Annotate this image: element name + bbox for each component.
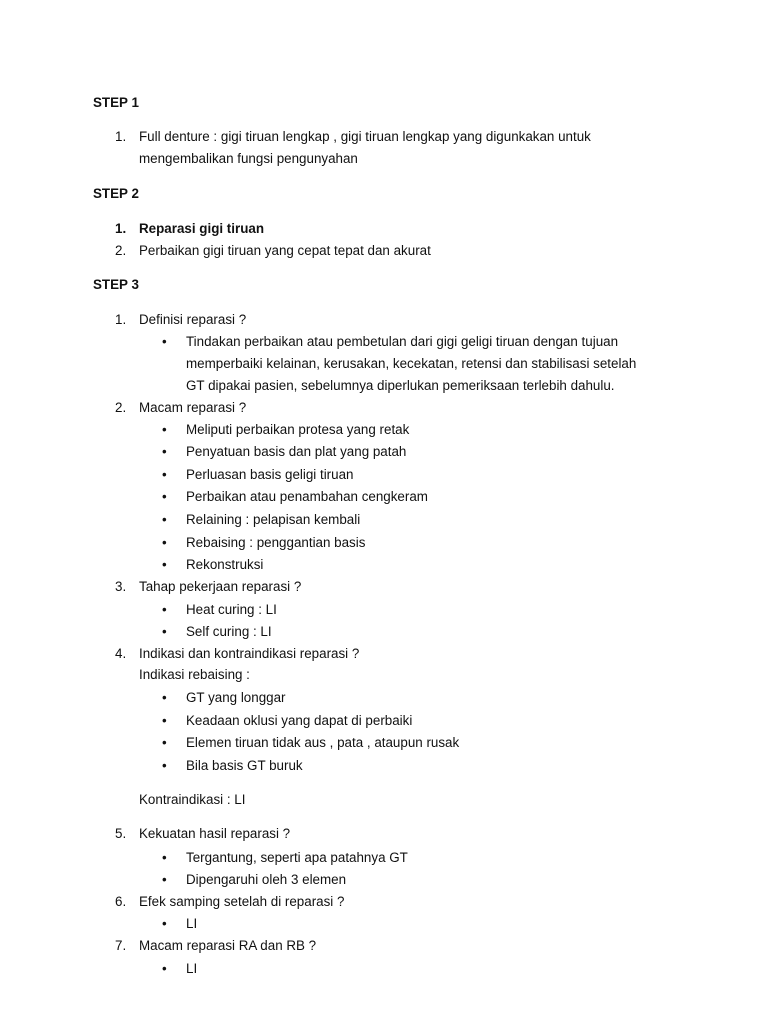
q4-bullet-item: Elemen tiruan tidak aus , pata , ataupun rusak (186, 735, 460, 750)
q4-bullet-item: Bila basis GT buruk (186, 758, 303, 773)
q2-bullet-item: Perluasan basis geligi tiruan (186, 467, 354, 482)
q5-number: 5. (115, 826, 127, 841)
q2-bullet-item: Perbaikan atau penambahan cengkeram (186, 489, 428, 504)
q4-bullet-item: Keadaan oklusi yang dapat di perbaiki (186, 713, 413, 728)
bullet-icon: • (162, 850, 167, 865)
bullet-icon: • (162, 444, 167, 459)
bullet-icon: • (162, 961, 167, 976)
q3-bullet-item: Self curing : LI (186, 624, 272, 639)
q2-bullet-item: Rekonstruksi (186, 557, 264, 572)
step1-item-text-cont: mengembalikan fungsi pengunyahan (139, 151, 358, 166)
bullet-icon: • (162, 690, 167, 705)
step2-item-1-number: 1. (115, 221, 127, 236)
q1-answer-line: GT dipakai pasien, sebelumnya diperlukan pemeriksaan terlebih dahulu. (186, 378, 615, 393)
step1-item-text: Full denture : gigi tiruan lengkap , gigi tiruan lengkap yang digunkakan untuk (139, 129, 591, 144)
bullet-icon: • (162, 422, 167, 437)
q6-bullet-item: LI (186, 916, 198, 931)
bullet-icon: • (162, 916, 167, 931)
step2-item-1-text: Reparasi gigi tiruan (139, 221, 265, 236)
bullet-icon: • (162, 512, 167, 527)
step1-heading: STEP 1 (93, 95, 139, 110)
q2-number: 2. (115, 400, 127, 415)
q5-text: Kekuatan hasil reparasi ? (139, 826, 291, 841)
step2-item-2-text: Perbaikan gigi tiruan yang cepat tepat dan akurat (139, 243, 431, 258)
q5-bullet-item: Dipengaruhi oleh 3 elemen (186, 872, 347, 887)
q5-bullet-item: Tergantung, seperti apa patahnya GT (186, 850, 408, 865)
bullet-icon: • (162, 467, 167, 482)
q7-text: Macam reparasi RA dan RB ? (139, 938, 317, 953)
bullet-icon: • (162, 735, 167, 750)
step3-heading: STEP 3 (93, 277, 139, 292)
bullet-icon: • (162, 535, 167, 550)
q3-bullet-item: Heat curing : LI (186, 602, 277, 617)
q4-text: Indikasi dan kontraindikasi reparasi ? (139, 646, 360, 661)
bullet-icon: • (162, 489, 167, 504)
q2-bullet-item: Relaining : pelapisan kembali (186, 512, 361, 527)
q1-number: 1. (115, 312, 127, 327)
q4-sub-label: Indikasi rebaising : (139, 667, 250, 682)
bullet-icon: • (162, 334, 167, 349)
step2-item-2-number: 2. (115, 243, 127, 258)
q2-bullet-item: Rebaising : penggantian basis (186, 535, 366, 550)
q2-bullet-item: Meliputi perbaikan protesa yang retak (186, 422, 410, 437)
q7-bullet-item: LI (186, 961, 198, 976)
bullet-icon: • (162, 624, 167, 639)
bullet-icon: • (162, 758, 167, 773)
q4-contraindication: Kontraindikasi : LI (139, 792, 246, 807)
q1-text: Definisi reparasi ? (139, 312, 247, 327)
q3-number: 3. (115, 579, 127, 594)
q1-answer-line: memperbaiki kelainan, kerusakan, kecekatan, retensi dan stabilisasi setelah (186, 356, 637, 371)
step1-item-number: 1. (115, 129, 127, 144)
bullet-icon: • (162, 872, 167, 887)
q3-text: Tahap pekerjaan reparasi ? (139, 579, 302, 594)
q2-text: Macam reparasi ? (139, 400, 247, 415)
q1-answer-line: Tindakan perbaikan atau pembetulan dari gigi geligi tiruan dengan tujuan (186, 334, 619, 349)
bullet-icon: • (162, 557, 167, 572)
q2-bullet-item: Penyatuan basis dan plat yang patah (186, 444, 407, 459)
q7-number: 7. (115, 938, 127, 953)
q4-bullet-item: GT yang longgar (186, 690, 286, 705)
step2-heading: STEP 2 (93, 186, 139, 201)
bullet-icon: • (162, 602, 167, 617)
bullet-icon: • (162, 713, 167, 728)
q6-number: 6. (115, 894, 127, 909)
q6-text: Efek samping setelah di reparasi ? (139, 894, 345, 909)
q4-number: 4. (115, 646, 127, 661)
